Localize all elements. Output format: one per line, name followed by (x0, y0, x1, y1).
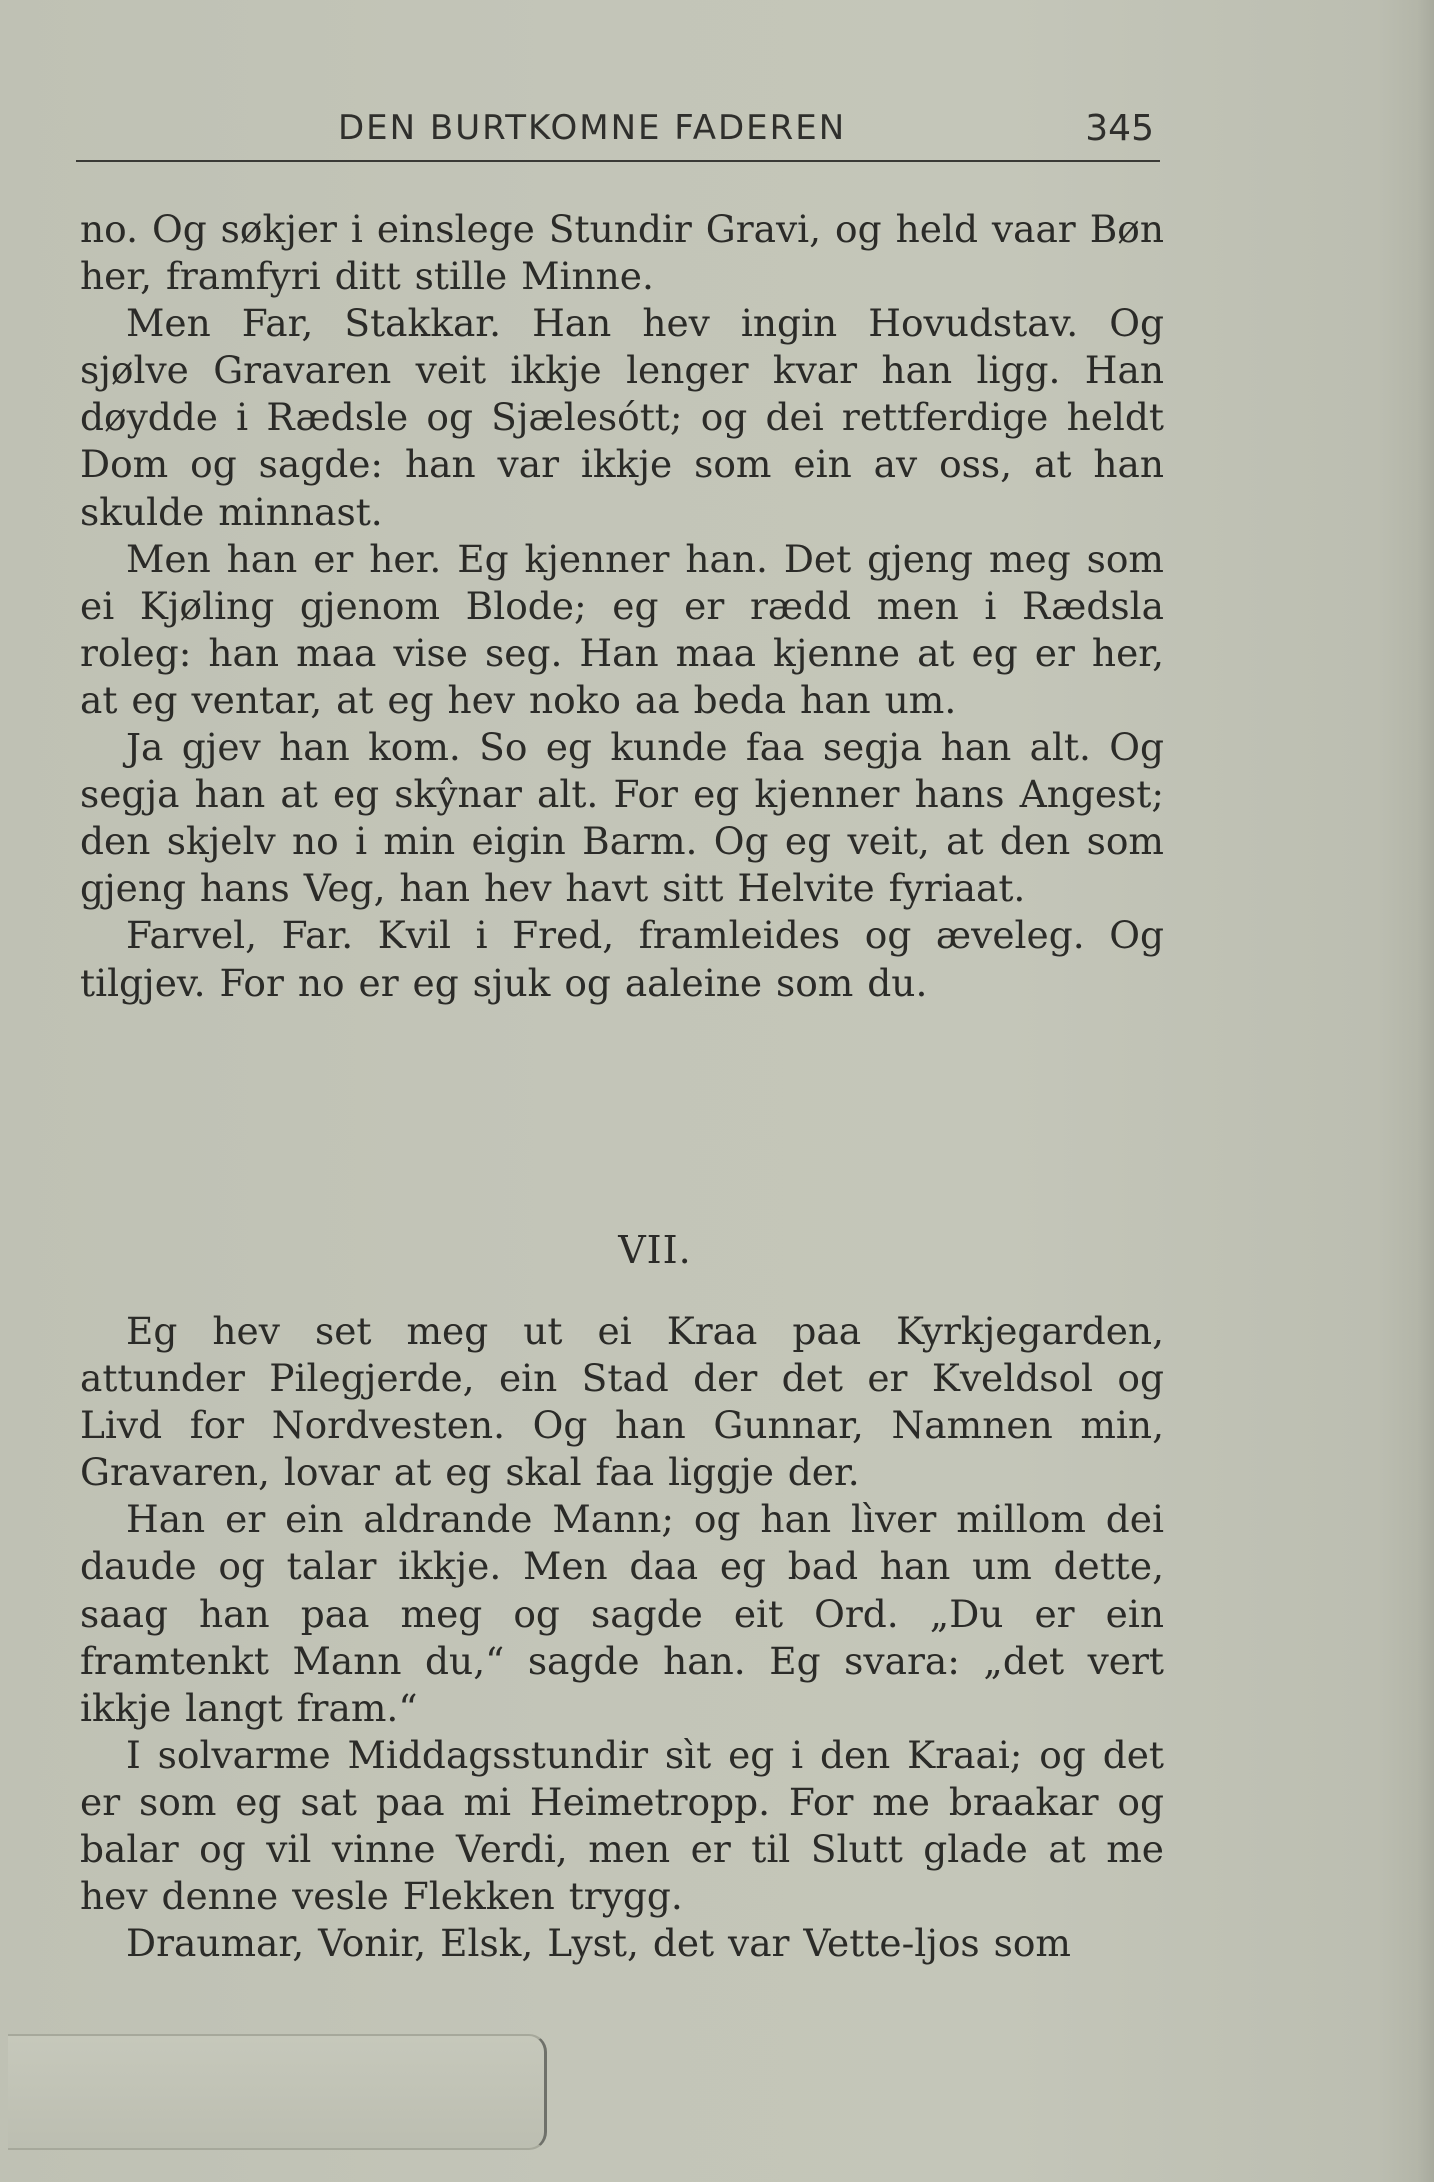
section-heading: VII. (618, 1228, 692, 1272)
running-title: DEN BURTKOMNE FADEREN (338, 108, 847, 148)
page-number: 345 (1085, 108, 1154, 149)
paragraph: Farvel, Far. Kvil i Fred, framleides og æveleg. Og tilgjev. For no er eg sjuk og aaleine som du. (80, 913, 1164, 1005)
paragraph: Men Far, Stakkar. Han hev ingin Hovudstav. Og sjølve Gravaren veit ikkje lenger kvar han ligg. Han døydde i Rædsle og Sjælesótt; og dei rettferdige heldt Dom og sagde: han var ikkje som ein av oss, at han skulde minnast. (80, 301, 1164, 534)
paragraph: Han er ein aldrande Mann; og han lìver millom dei daude og talar ikkje. Men daa eg bad han um dette, saag han paa meg og sagde eit Ord. „Du er ein framtenkt Mann du,“ sagde han. Eg svara: „det vert ikkje langt fram.“ (80, 1497, 1164, 1730)
paragraph: I solvarme Middagsstundir sìt eg i den Kraai; og det er som eg sat paa mi Heimetropp. For me braakar og balar og vil vinne Verdi, men er til Slutt glade at me hev denne vesle Flekken trygg. (80, 1732, 1164, 1919)
paragraph: Draumar, Vonir, Elsk, Lyst, det var Vette-ljos som (126, 1921, 1071, 1966)
section-six-text (80, 206, 1164, 1007)
header-rule (76, 160, 1160, 162)
paragraph: Ja gjev han kom. So eg kunde faa segja han alt. Og segja han at eg skŷnar alt. For eg kjenner hans Angest; den skjelv no i min eigin Barm. Og eg veit, at den som gjeng hans Veg, han hev havt sitt Helvite fyriaat. (80, 725, 1164, 911)
page-edge-shadow (1418, 0, 1434, 2182)
paragraph: Eg hev set meg ut ei Kraa paa Kyrkjegarden, attunder Pilegjerde, ein Stad der det er Kveldsol og Livd for Nordvesten. Og han Gunnar, Namnen min, Gravaren, lovar at eg skal faa liggje der. (80, 1309, 1164, 1495)
library-slip (8, 2034, 547, 2150)
paragraph: Men han er her. Eg kjenner han. Det gjeng meg som ei Kjøling gjenom Blode; eg er rædd men i Rædsla roleg: han maa vise seg. Han maa kjenne at eg er her, at eg ventar, at eg hev noko aa beda han um. (80, 536, 1164, 722)
page-header (80, 108, 1158, 158)
section-seven-text (80, 1308, 1164, 1967)
paragraph: no. Og søkjer i einslege Stundir Gravi, og held vaar Bøn her, framfyri ditt stille Minne. (80, 207, 1164, 299)
